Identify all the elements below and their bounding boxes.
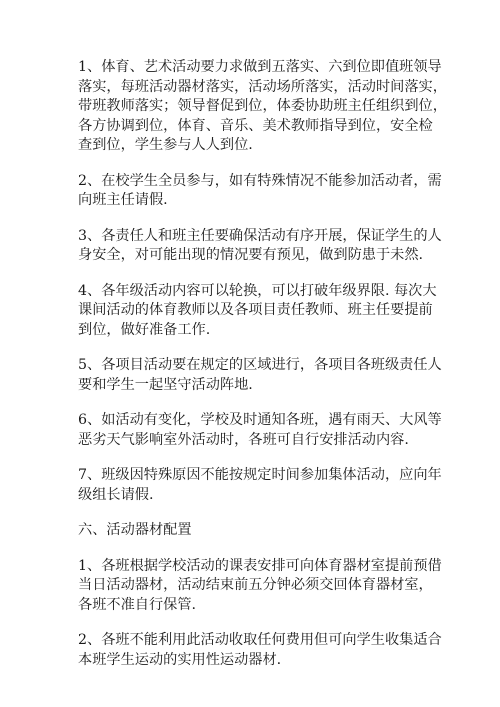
- rule-paragraph-7: [78, 466, 442, 505]
- rule-paragraph-5: [78, 356, 442, 395]
- text-line: 2、在校学生全员参与，如有特殊情况不能参加活动者，需: [78, 172, 442, 189]
- text-line: 1、各班根据学校活动的课表安排可向体育器材室提前预借: [78, 557, 442, 574]
- text-line: 查到位，学生参与人人到位.: [78, 137, 253, 153]
- text-line: 4、各年级活动内容可以轮换，可以打破年级界限. 每次大: [78, 282, 437, 299]
- rule-paragraph-6: [78, 411, 442, 450]
- text-line: 带班教师落实；领导督促到位，体委协助班主任组织到位，: [78, 98, 447, 114]
- text-line: 到位，做好准备工作.: [78, 321, 211, 338]
- text-line: 当日活动器材，活动结束前五分钟必须交回体育器材室，: [78, 577, 433, 593]
- text-line: 2、各班不能利用此活动收取任何费用但可向学生收集适合: [78, 632, 442, 648]
- rule-paragraph-4: [78, 282, 437, 341]
- text-line: 级组长请假.: [78, 486, 154, 503]
- text-line: 各班不准自行保管.: [78, 596, 197, 613]
- text-line: 恶劣天气影响室外活动时，各班可自行安排活动内容.: [78, 431, 409, 448]
- text-line: 7、班级因特殊原因不能按规定时间参加集体活动，应向年: [78, 467, 442, 483]
- text-line: 3、各责任人和班主任要确保活动有序开展，保证学生的人: [78, 227, 442, 244]
- document-page: [78, 58, 447, 686]
- section-heading: 六、活动器材配置: [78, 522, 192, 538]
- text-line: 落实，每班活动器材落实，活动场所落实，活动时间落实，: [78, 78, 447, 95]
- rule-paragraph-2: [78, 172, 442, 211]
- equipment-paragraph-1: [78, 557, 442, 616]
- rule-paragraph-3: [78, 227, 442, 266]
- equipment-paragraph-2: [78, 631, 442, 670]
- text-line: 各方协调到位，体育、音乐、美术教师指导到位，安全检: [78, 117, 433, 134]
- text-line: 6、如活动有变化，学校及时通知各班，遇有雨天、大风等: [78, 412, 442, 428]
- rule-paragraph-1: [78, 58, 447, 156]
- text-line: 向班主任请假.: [78, 192, 168, 208]
- text-line: 1、体育、艺术活动要力求做到五落实、六到位即值班领导: [78, 59, 442, 75]
- text-line: 要和学生一起坚守活动阵地.: [78, 376, 253, 393]
- text-line: 课间活动的体育教师以及各项目责任教师、班主任要提前: [78, 302, 433, 318]
- text-line: 本班学生运动的实用性运动器材.: [78, 651, 282, 668]
- text-line: 身安全，对可能出现的情况要有预见，做到防患于未然.: [78, 247, 424, 263]
- text-line: 5、各项目活动要在规定的区域进行，各项目各班级责任人: [78, 357, 442, 373]
